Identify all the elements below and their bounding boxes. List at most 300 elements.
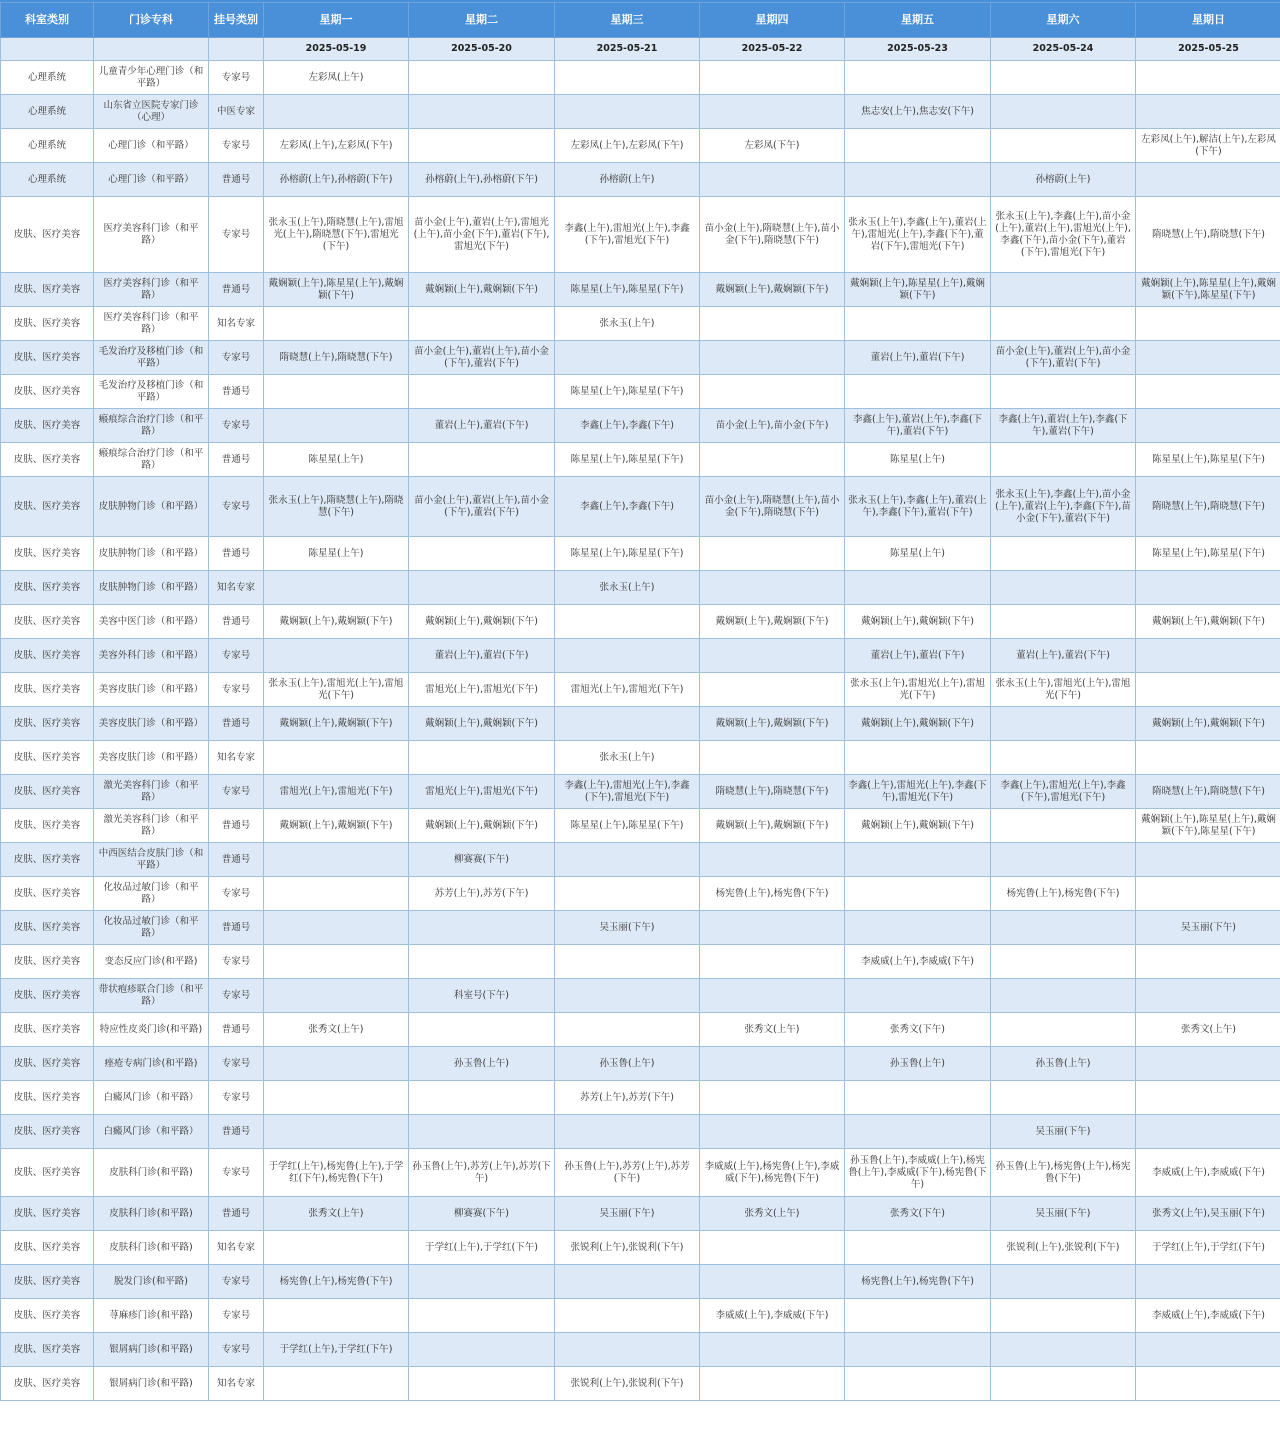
schedule-cell-tue (409, 1367, 555, 1401)
schedule-cell-sat: 杨宪鲁(上午),杨宪鲁(下午) (991, 877, 1136, 911)
dept-cell: 皮肤、医疗美容 (1, 1197, 94, 1231)
dept-cell: 皮肤、医疗美容 (1, 197, 94, 273)
col-header-tue: 星期二 (409, 3, 555, 38)
dept-cell: 皮肤、医疗美容 (1, 307, 94, 341)
schedule-cell-sat (991, 605, 1136, 639)
schedule-cell-thu: 戴娴颖(上午),戴娴颖(下午) (700, 707, 845, 741)
schedule-cell-wed: 孙玉鲁(上午),苏芳(上午),苏芳(下午) (555, 1149, 700, 1197)
dept-cell: 皮肤、医疗美容 (1, 443, 94, 477)
schedule-cell-sat: 苗小金(上午),董岩(上午),苗小金(下午),董岩(下午) (991, 341, 1136, 375)
clinic-cell: 皮肤科门诊(和平路) (94, 1231, 209, 1265)
clinic-cell: 毛发治疗及移植门诊（和平路） (94, 375, 209, 409)
dept-cell: 皮肤、医疗美容 (1, 843, 94, 877)
schedule-cell-mon: 张永玉(上午),隋晓慧(上午),雷旭光(上午),隋晓慧(下午),雷旭光(下午) (264, 197, 409, 273)
schedule-cell-sat (991, 61, 1136, 95)
dept-cell: 皮肤、医疗美容 (1, 571, 94, 605)
clinic-cell: 激光美容科门诊（和平路） (94, 809, 209, 843)
schedule-cell-sun: 戴娴颖(上午),陈星星(上午),戴娴颖(下午),陈星星(下午) (1136, 273, 1280, 307)
schedule-cell-sat: 张永玉(上午),李鑫(上午),苗小金(上午),董岩(上午),雷旭光(上午),李鑫(下午),苗小金(下午),董岩(下午),雷旭光(下午) (991, 197, 1136, 273)
type-cell: 专家号 (209, 197, 264, 273)
date-fri: 2025-05-23 (845, 38, 991, 61)
schedule-cell-sun: 于学红(上午),于学红(下午) (1136, 1231, 1280, 1265)
schedule-cell-fri: 戴娴颖(上午),戴娴颖(下午) (845, 707, 991, 741)
table-row (1, 1081, 1280, 1115)
schedule-cell-fri (845, 877, 991, 911)
schedule-cell-mon (264, 911, 409, 945)
schedule-cell-wed (555, 945, 700, 979)
table-row (1, 707, 1280, 741)
schedule-cell-mon (264, 1367, 409, 1401)
type-cell: 专家号 (209, 775, 264, 809)
type-cell: 知名专家 (209, 571, 264, 605)
schedule-cell-fri: 董岩(上午),董岩(下午) (845, 341, 991, 375)
schedule-cell-sat (991, 707, 1136, 741)
type-cell: 普通号 (209, 1115, 264, 1149)
schedule-cell-mon: 张秀文(上午) (264, 1013, 409, 1047)
schedule-cell-tue (409, 1333, 555, 1367)
schedule-cell-fri: 孙玉鲁(上午) (845, 1047, 991, 1081)
clinic-cell: 心理门诊（和平路） (94, 129, 209, 163)
table-row (1, 639, 1280, 673)
type-cell: 知名专家 (209, 1367, 264, 1401)
schedule-cell-wed: 孙榕蔚(上午) (555, 163, 700, 197)
schedule-cell-tue: 柳赛赛(下午) (409, 1197, 555, 1231)
schedule-cell-tue: 雷旭光(上午),雷旭光(下午) (409, 673, 555, 707)
dept-cell: 皮肤、医疗美容 (1, 477, 94, 537)
type-cell: 专家号 (209, 639, 264, 673)
schedule-cell-mon: 杨宪鲁(上午),杨宪鲁(下午) (264, 1265, 409, 1299)
table-row (1, 1013, 1280, 1047)
clinic-cell: 白癜风门诊（和平路） (94, 1115, 209, 1149)
schedule-cell-mon (264, 843, 409, 877)
schedule-cell-wed: 张锐利(上午),张锐利(下午) (555, 1231, 700, 1265)
schedule-cell-wed (555, 707, 700, 741)
schedule-cell-sun: 张秀文(上午),吴玉丽(下午) (1136, 1197, 1280, 1231)
type-cell: 普通号 (209, 911, 264, 945)
schedule-cell-mon: 陈星星(上午) (264, 537, 409, 571)
table-row (1, 775, 1280, 809)
table-row (1, 341, 1280, 375)
dept-cell: 皮肤、医疗美容 (1, 375, 94, 409)
schedule-cell-wed: 陈星星(上午),陈星星(下午) (555, 273, 700, 307)
schedule-cell-thu (700, 1231, 845, 1265)
schedule-cell-tue: 孙玉鲁(上午) (409, 1047, 555, 1081)
schedule-cell-thu (700, 307, 845, 341)
schedule-cell-sat (991, 1265, 1136, 1299)
schedule-cell-sat: 李鑫(上午),雷旭光(上午),李鑫(下午),雷旭光(下午) (991, 775, 1136, 809)
schedule-cell-fri (845, 1333, 991, 1367)
schedule-cell-sun (1136, 163, 1280, 197)
schedule-cell-fri (845, 843, 991, 877)
schedule-cell-sat: 孙榕蔚(上午) (991, 163, 1136, 197)
clinic-cell: 医疗美容科门诊（和平路） (94, 307, 209, 341)
schedule-cell-thu (700, 673, 845, 707)
schedule-cell-tue (409, 741, 555, 775)
table-row (1, 843, 1280, 877)
dept-cell: 心理系统 (1, 163, 94, 197)
schedule-cell-tue (409, 571, 555, 605)
dept-cell: 皮肤、医疗美容 (1, 273, 94, 307)
type-cell: 专家号 (209, 1333, 264, 1367)
schedule-cell-tue: 戴娴颖(上午),戴娴颖(下午) (409, 605, 555, 639)
schedule-cell-sun (1136, 945, 1280, 979)
schedule-cell-sun (1136, 1265, 1280, 1299)
schedule-cell-sat (991, 945, 1136, 979)
clinic-cell: 瘢痕综合治疗门诊（和平路） (94, 443, 209, 477)
table-row (1, 571, 1280, 605)
schedule-cell-mon: 张永玉(上午),隋晓慧(上午),隋晓慧(下午) (264, 477, 409, 537)
schedule-cell-thu (700, 1333, 845, 1367)
schedule-cell-sun (1136, 1081, 1280, 1115)
schedule-cell-thu: 苗小金(上午),隋晓慧(上午),苗小金(下午),隋晓慧(下午) (700, 477, 845, 537)
schedule-cell-tue: 苗小金(上午),董岩(上午),苗小金(下午),董岩(下午) (409, 341, 555, 375)
col-header-mon: 星期一 (264, 3, 409, 38)
schedule-cell-sat (991, 95, 1136, 129)
date-mon: 2025-05-19 (264, 38, 409, 61)
schedule-cell-fri: 张永玉(上午),李鑫(上午),董岩(上午),李鑫(下午),董岩(下午) (845, 477, 991, 537)
schedule-cell-sat: 吴玉丽(下午) (991, 1197, 1136, 1231)
type-cell: 专家号 (209, 1047, 264, 1081)
table-row (1, 1149, 1280, 1197)
schedule-cell-tue (409, 375, 555, 409)
table-row (1, 911, 1280, 945)
schedule-cell-mon (264, 945, 409, 979)
table-row (1, 605, 1280, 639)
clinic-cell: 带状疱疹联合门诊（和平路） (94, 979, 209, 1013)
schedule-cell-sat (991, 809, 1136, 843)
schedule-cell-fri: 张秀文(下午) (845, 1197, 991, 1231)
table-row (1, 537, 1280, 571)
type-cell: 知名专家 (209, 1231, 264, 1265)
table-row (1, 163, 1280, 197)
schedule-cell-tue: 柳赛赛(下午) (409, 843, 555, 877)
col-header-thu: 星期四 (700, 3, 845, 38)
schedule-cell-sat (991, 911, 1136, 945)
schedule-cell-wed: 张永玉(上午) (555, 741, 700, 775)
schedule-cell-fri: 李威威(上午),李威威(下午) (845, 945, 991, 979)
schedule-cell-sun: 陈星星(上午),陈星星(下午) (1136, 443, 1280, 477)
type-cell: 中医专家 (209, 95, 264, 129)
type-cell: 普通号 (209, 1013, 264, 1047)
clinic-cell: 脱发门诊(和平路) (94, 1265, 209, 1299)
schedule-cell-sun: 吴玉丽(下午) (1136, 911, 1280, 945)
schedule-cell-thu (700, 375, 845, 409)
schedule-cell-mon (264, 877, 409, 911)
dept-cell: 皮肤、医疗美容 (1, 1149, 94, 1197)
schedule-cell-wed (555, 1299, 700, 1333)
schedule-cell-sun (1136, 843, 1280, 877)
schedule-cell-thu: 戴娴颖(上午),戴娴颖(下午) (700, 809, 845, 843)
schedule-cell-tue (409, 945, 555, 979)
schedule-cell-sat: 张永玉(上午),李鑫(上午),苗小金(上午),董岩(上午),李鑫(下午),苗小金(下午),董岩(下午) (991, 477, 1136, 537)
schedule-cell-fri (845, 1081, 991, 1115)
schedule-cell-sat (991, 307, 1136, 341)
schedule-cell-tue: 戴娴颖(上午),戴娴颖(下午) (409, 809, 555, 843)
schedule-cell-mon (264, 741, 409, 775)
col-header-dept: 科室类别 (1, 3, 94, 38)
dept-cell: 皮肤、医疗美容 (1, 1231, 94, 1265)
clinic-cell: 激光美容科门诊（和平路） (94, 775, 209, 809)
table-row (1, 443, 1280, 477)
schedule-cell-wed (555, 61, 700, 95)
schedule-cell-tue: 孙玉鲁(上午),苏芳(上午),苏芳(下午) (409, 1149, 555, 1197)
table-row (1, 1299, 1280, 1333)
schedule-cell-tue (409, 537, 555, 571)
clinic-cell: 白癜风门诊（和平路） (94, 1081, 209, 1115)
schedule-cell-fri (845, 129, 991, 163)
table-row (1, 197, 1280, 273)
schedule-cell-wed: 孙玉鲁(上午) (555, 1047, 700, 1081)
schedule-cell-fri (845, 911, 991, 945)
schedule-cell-mon: 隋晓慧(上午),隋晓慧(下午) (264, 341, 409, 375)
schedule-cell-wed: 张永玉(上午) (555, 307, 700, 341)
table-row (1, 1367, 1280, 1401)
clinic-cell: 特应性皮炎门诊(和平路) (94, 1013, 209, 1047)
dept-cell: 心理系统 (1, 95, 94, 129)
schedule-cell-thu: 李威威(上午),李威威(下午) (700, 1299, 845, 1333)
schedule-cell-mon: 戴娴颖(上午),戴娴颖(下午) (264, 707, 409, 741)
type-cell: 专家号 (209, 1149, 264, 1197)
clinic-cell: 心理门诊（和平路） (94, 163, 209, 197)
clinic-cell: 美容外科门诊（和平路） (94, 639, 209, 673)
schedule-cell-fri (845, 571, 991, 605)
schedule-cell-wed: 李鑫(上午),李鑫(下午) (555, 409, 700, 443)
schedule-cell-sat: 孙玉鲁(上午),杨宪鲁(上午),杨宪鲁(下午) (991, 1149, 1136, 1197)
table-row (1, 1197, 1280, 1231)
schedule-cell-sat (991, 1299, 1136, 1333)
schedule-cell-mon (264, 1081, 409, 1115)
schedule-cell-fri (845, 307, 991, 341)
schedule-cell-mon (264, 409, 409, 443)
schedule-cell-sun (1136, 741, 1280, 775)
type-cell: 普通号 (209, 1197, 264, 1231)
schedule-cell-mon (264, 1231, 409, 1265)
type-cell: 专家号 (209, 945, 264, 979)
schedule-cell-sat (991, 1333, 1136, 1367)
type-cell: 知名专家 (209, 741, 264, 775)
schedule-cell-wed (555, 95, 700, 129)
schedule-cell-mon (264, 639, 409, 673)
type-cell: 专家号 (209, 673, 264, 707)
schedule-cell-mon (264, 307, 409, 341)
table-row (1, 409, 1280, 443)
schedule-cell-sat (991, 375, 1136, 409)
schedule-cell-tue (409, 1115, 555, 1149)
schedule-cell-mon (264, 375, 409, 409)
schedule-cell-tue (409, 1081, 555, 1115)
schedule-cell-mon: 张秀文(上午) (264, 1197, 409, 1231)
schedule-cell-wed: 陈星星(上午),陈星星(下午) (555, 443, 700, 477)
type-cell: 普通号 (209, 375, 264, 409)
table-row (1, 477, 1280, 537)
dept-cell: 皮肤、医疗美容 (1, 1115, 94, 1149)
clinic-cell: 皮肤肿物门诊（和平路） (94, 571, 209, 605)
schedule-cell-sat (991, 1081, 1136, 1115)
dept-cell: 皮肤、医疗美容 (1, 1333, 94, 1367)
clinic-cell: 银屑病门诊(和平路) (94, 1367, 209, 1401)
table-row (1, 741, 1280, 775)
schedule-cell-wed: 李鑫(上午),李鑫(下午) (555, 477, 700, 537)
schedule-cell-sat (991, 273, 1136, 307)
type-cell: 普通号 (209, 843, 264, 877)
clinic-cell: 中西医结合皮肤门诊（和平路） (94, 843, 209, 877)
schedule-cell-sun: 戴娴颖(上午),戴娴颖(下午) (1136, 605, 1280, 639)
schedule-cell-tue (409, 307, 555, 341)
clinic-cell: 化妆品过敏门诊（和平路） (94, 877, 209, 911)
schedule-cell-tue: 科室号(下午) (409, 979, 555, 1013)
schedule-cell-sun (1136, 571, 1280, 605)
type-cell: 专家号 (209, 477, 264, 537)
clinic-cell: 美容皮肤门诊（和平路） (94, 707, 209, 741)
date-sun: 2025-05-25 (1136, 38, 1280, 61)
schedule-cell-fri: 焦志安(上午),焦志安(下午) (845, 95, 991, 129)
type-cell: 知名专家 (209, 307, 264, 341)
schedule-cell-mon (264, 1047, 409, 1081)
schedule-body (1, 61, 1280, 1401)
schedule-cell-wed: 吴玉丽(下午) (555, 911, 700, 945)
schedule-cell-fri: 李鑫(上午),雷旭光(上午),李鑫(下午),雷旭光(下午) (845, 775, 991, 809)
schedule-cell-fri (845, 1299, 991, 1333)
table-row (1, 129, 1280, 163)
schedule-cell-mon: 于学红(上午),杨宪鲁(上午),于学红(下午),杨宪鲁(下午) (264, 1149, 409, 1197)
schedule-cell-sat (991, 537, 1136, 571)
date-tue: 2025-05-20 (409, 38, 555, 61)
dept-cell: 皮肤、医疗美容 (1, 639, 94, 673)
schedule-cell-sun (1136, 307, 1280, 341)
schedule-cell-mon (264, 571, 409, 605)
schedule-cell-thu (700, 443, 845, 477)
schedule-cell-wed (555, 877, 700, 911)
clinic-cell: 荨麻疹门诊(和平路) (94, 1299, 209, 1333)
schedule-cell-thu (700, 639, 845, 673)
table-row (1, 1265, 1280, 1299)
schedule-cell-mon: 左彩凤(上午),左彩凤(下午) (264, 129, 409, 163)
schedule-cell-thu (700, 911, 845, 945)
col-header-wed: 星期三 (555, 3, 700, 38)
schedule-cell-thu: 杨宪鲁(上午),杨宪鲁(下午) (700, 877, 845, 911)
dept-cell: 皮肤、医疗美容 (1, 673, 94, 707)
schedule-cell-mon: 张永玉(上午),雷旭光(上午),雷旭光(下午) (264, 673, 409, 707)
date-blank (94, 38, 209, 61)
dept-cell: 皮肤、医疗美容 (1, 1299, 94, 1333)
schedule-cell-mon (264, 1299, 409, 1333)
type-cell: 专家号 (209, 341, 264, 375)
type-cell: 专家号 (209, 877, 264, 911)
schedule-cell-thu (700, 1367, 845, 1401)
dept-cell: 皮肤、医疗美容 (1, 775, 94, 809)
schedule-cell-sat: 董岩(上午),董岩(下午) (991, 639, 1136, 673)
header-row (1, 3, 1280, 38)
type-cell: 普通号 (209, 707, 264, 741)
schedule-cell-wed: 陈星星(上午),陈星星(下午) (555, 809, 700, 843)
table-row (1, 673, 1280, 707)
schedule-cell-sat: 张锐利(上午),张锐利(下午) (991, 1231, 1136, 1265)
schedule-cell-sun (1136, 95, 1280, 129)
dept-cell: 心理系统 (1, 129, 94, 163)
schedule-cell-fri (845, 375, 991, 409)
schedule-cell-sun (1136, 1115, 1280, 1149)
schedule-cell-sat (991, 443, 1136, 477)
schedule-cell-sun (1136, 409, 1280, 443)
dept-cell: 皮肤、医疗美容 (1, 945, 94, 979)
table-row (1, 945, 1280, 979)
schedule-cell-tue: 苏芳(上午),苏芳(下午) (409, 877, 555, 911)
schedule-cell-tue (409, 443, 555, 477)
schedule-cell-tue: 于学红(上午),于学红(下午) (409, 1231, 555, 1265)
clinic-cell: 痤疮专病门诊(和平路) (94, 1047, 209, 1081)
clinic-cell: 瘢痕综合治疗门诊（和平路） (94, 409, 209, 443)
schedule-cell-fri: 陈星星(上午) (845, 443, 991, 477)
schedule-cell-tue: 戴娴颖(上午),戴娴颖(下午) (409, 707, 555, 741)
schedule-cell-sun (1136, 639, 1280, 673)
schedule-cell-thu (700, 1265, 845, 1299)
schedule-cell-tue: 苗小金(上午),董岩(上午),苗小金(下午),董岩(下午) (409, 477, 555, 537)
schedule-cell-sun (1136, 673, 1280, 707)
schedule-cell-thu (700, 741, 845, 775)
schedule-cell-mon: 于学红(上午),于学红(下午) (264, 1333, 409, 1367)
schedule-cell-tue: 孙榕蔚(上午),孙榕蔚(下午) (409, 163, 555, 197)
schedule-cell-sun (1136, 61, 1280, 95)
date-blank (1, 38, 94, 61)
table-row (1, 61, 1280, 95)
schedule-cell-mon: 陈星星(上午) (264, 443, 409, 477)
schedule-cell-tue (409, 1265, 555, 1299)
schedule-cell-thu (700, 843, 845, 877)
date-thu: 2025-05-22 (700, 38, 845, 61)
schedule-cell-thu: 左彩凤(下午) (700, 129, 845, 163)
schedule-cell-fri: 董岩(上午),董岩(下午) (845, 639, 991, 673)
schedule-cell-sat: 吴玉丽(下午) (991, 1115, 1136, 1149)
schedule-cell-sun (1136, 375, 1280, 409)
table-row (1, 1115, 1280, 1149)
schedule-cell-wed: 雷旭光(上午),雷旭光(下午) (555, 673, 700, 707)
schedule-cell-tue (409, 911, 555, 945)
dept-cell: 心理系统 (1, 61, 94, 95)
dept-cell: 皮肤、医疗美容 (1, 741, 94, 775)
schedule-cell-tue (409, 129, 555, 163)
clinic-cell: 山东省立医院专家门诊（心理） (94, 95, 209, 129)
schedule-cell-fri: 杨宪鲁(上午),杨宪鲁(下午) (845, 1265, 991, 1299)
schedule-cell-tue: 董岩(上午),董岩(下午) (409, 409, 555, 443)
table-row (1, 307, 1280, 341)
col-header-clinic: 门诊专科 (94, 3, 209, 38)
type-cell: 专家号 (209, 1265, 264, 1299)
schedule-cell-fri: 戴娴颖(上午),戴娴颖(下午) (845, 605, 991, 639)
schedule-cell-fri (845, 979, 991, 1013)
schedule-cell-wed (555, 605, 700, 639)
schedule-cell-wed (555, 1333, 700, 1367)
schedule-cell-wed: 李鑫(上午),雷旭光(上午),李鑫(下午),雷旭光(下午) (555, 775, 700, 809)
schedule-cell-sun: 李威威(上午),李威威(下午) (1136, 1299, 1280, 1333)
schedule-cell-wed: 张锐利(上午),张锐利(下午) (555, 1367, 700, 1401)
schedule-cell-sun: 戴娴颖(上午),陈星星(上午),戴娴颖(下午),陈星星(下午) (1136, 809, 1280, 843)
schedule-cell-tue: 苗小金(上午),董岩(上午),雷旭光(上午),苗小金(下午),董岩(下午),雷旭光(下午) (409, 197, 555, 273)
schedule-cell-thu (700, 1081, 845, 1115)
schedule-cell-thu: 隋晓慧(上午),隋晓慧(下午) (700, 775, 845, 809)
table-row (1, 375, 1280, 409)
schedule-cell-sat (991, 1013, 1136, 1047)
schedule-cell-tue (409, 61, 555, 95)
clinic-cell: 医疗美容科门诊（和平路） (94, 273, 209, 307)
schedule-cell-wed (555, 1265, 700, 1299)
schedule-cell-thu (700, 571, 845, 605)
schedule-cell-wed: 李鑫(上午),雷旭光(上午),李鑫(下午),雷旭光(下午) (555, 197, 700, 273)
dept-cell: 皮肤、医疗美容 (1, 1265, 94, 1299)
table-row (1, 1231, 1280, 1265)
schedule-cell-tue: 雷旭光(上午),雷旭光(下午) (409, 775, 555, 809)
dept-cell: 皮肤、医疗美容 (1, 707, 94, 741)
schedule-cell-wed (555, 1013, 700, 1047)
